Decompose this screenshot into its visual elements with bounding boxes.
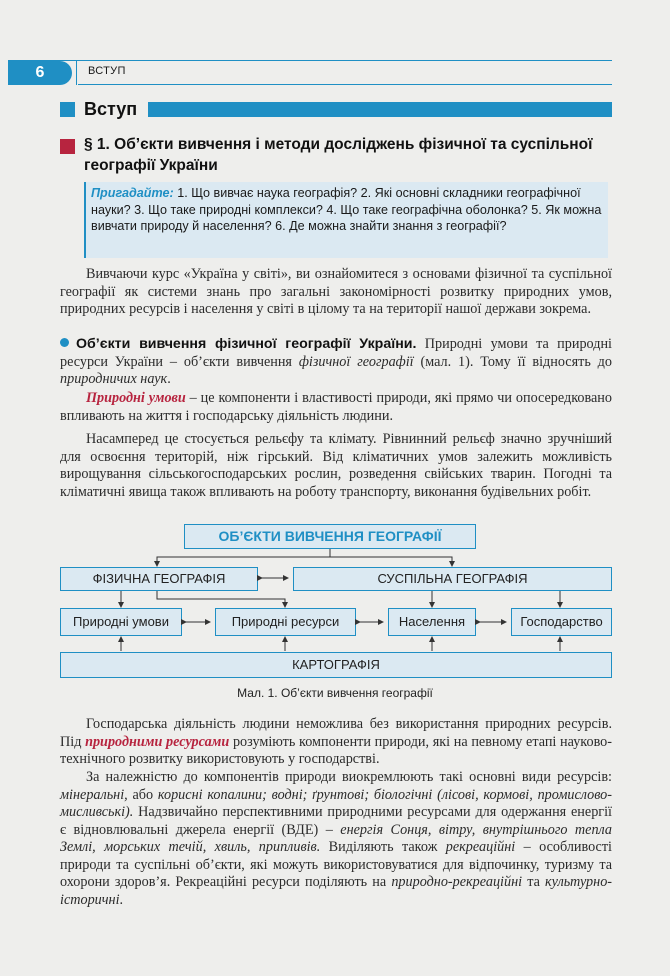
diagram-main-box: ОБ’ЄКТИ ВИВЧЕННЯ ГЕОГРАФІЇ	[184, 524, 476, 549]
diagram-social-box: СУСПІЛЬНА ГЕОГРАФІЯ	[293, 567, 612, 591]
section-title: Вступ	[84, 99, 138, 119]
diagram-physical-box: ФІЗИЧНА ГЕОГРАФІЯ	[60, 567, 258, 591]
text-run: Природні умови та природні ресурси України – об’єкти вивчення	[60, 336, 612, 370]
emphasis: природно-рекреаційні	[391, 874, 523, 890]
text-run: .	[167, 371, 171, 387]
diagram-economy-box: Господарство	[511, 608, 612, 636]
text-run: (мал. 1). Тому її відносять до	[413, 353, 612, 370]
diagram-cartography-box: КАРТОГРАФІЯ	[60, 652, 612, 678]
figure-caption: Мал. 1. Об’єкти вивчення географії	[237, 686, 433, 700]
text-run: та	[522, 874, 546, 890]
diagram-resources-box: Природні ресурси	[215, 608, 356, 636]
text-run: За належністю до компонентів природи виокремлюють такі основні види ресурсів:	[86, 769, 612, 785]
diagram-conditions-box: Природні умови	[60, 608, 182, 636]
emphasis: рекреаційні	[445, 839, 516, 855]
text-run: – особливості природи та суспільні об’єкти, які можуть використовуватися для відпочинку, туризму та охорони здоров’я. Рекреаційні ресурси поділяють на	[60, 839, 612, 890]
natural-resources-paragraph	[60, 716, 612, 769]
text-run: Господарська діяльність людини неможлива без використання природних ресурсів. Під	[60, 716, 612, 750]
text-run: – це компоненти і властивості природи, які прямо чи опосередковано впливають на життя і господарську діяльність людини.	[60, 390, 612, 424]
emphasis: корисні копалини; водні; ґрунтові; біологічні (лісові, кормові, промислово-мисливські).	[60, 786, 613, 820]
resource-types-paragraph	[60, 769, 612, 909]
subheading: Об’єкти вивчення фізичної географії України.	[76, 336, 417, 352]
emphasis: культурно-історичні	[60, 874, 613, 908]
emphasis: природничих наук	[60, 371, 168, 387]
emphasis: енергія Сонця, вітру, внутрішнього тепла Землі, морських течій, хвиль, припливів.	[60, 821, 612, 855]
page-number: 6	[8, 61, 72, 85]
running-header: ВСТУП	[88, 65, 126, 77]
term: природними ресурсами	[85, 733, 230, 750]
text-run: Виділяють також	[320, 839, 446, 855]
text-run: .	[119, 891, 124, 908]
relief-climate-paragraph: Насамперед це стосується рельєфу та клімату. Рівнинний рельєф значно зручніший для освоєння територій, ніж гірський. Від кліматичних умов залежить можливість вирощування сільськогосподарських рослин, розведення свійських тварин. Погодні та кліматичні явища також впливають на роботу транспорту, виконання будівельних робіт.	[60, 431, 612, 500]
intro-paragraph: Вивчаючи курс «Україна у світі», ви ознайомитеся з основами фізичної та суспільної географії як системи знань про загальні закономірності розвитку природних умов, природних ресурсів і населення у світі в цілому та на території нашої держави зокрема.	[60, 266, 612, 317]
recall-label: Пригадайте:	[91, 186, 174, 200]
recall-text: 1. Що вивчає наука географія? 2. Які основні складники географічної науки? 3. Що таке природні комплекси? 4. Що таке географічна оболонка? 5. Як можна вивчати природу й населення? 6. Де можна знайти знання з географії?	[91, 186, 602, 233]
text-run: розуміють компоненти природи, які на певному етапі науково-технічного розвитку використовують у господарстві.	[60, 733, 612, 767]
paragraph-title: § 1. Об’єкти вивчення і методи досліджень фізичної та суспільної географії України	[84, 136, 593, 174]
diagram-population-box: Населення	[388, 608, 476, 636]
emphasis: мінеральні,	[60, 786, 128, 803]
text-run: Надзвичайно перспективними природними ресурсами для одержання енергії є відновлювальні джерела енергії (ВДЕ) –	[60, 804, 612, 838]
text-run: або	[127, 786, 158, 803]
term: Природні умови	[86, 390, 186, 406]
emphasis: фізичної географії	[298, 353, 414, 370]
